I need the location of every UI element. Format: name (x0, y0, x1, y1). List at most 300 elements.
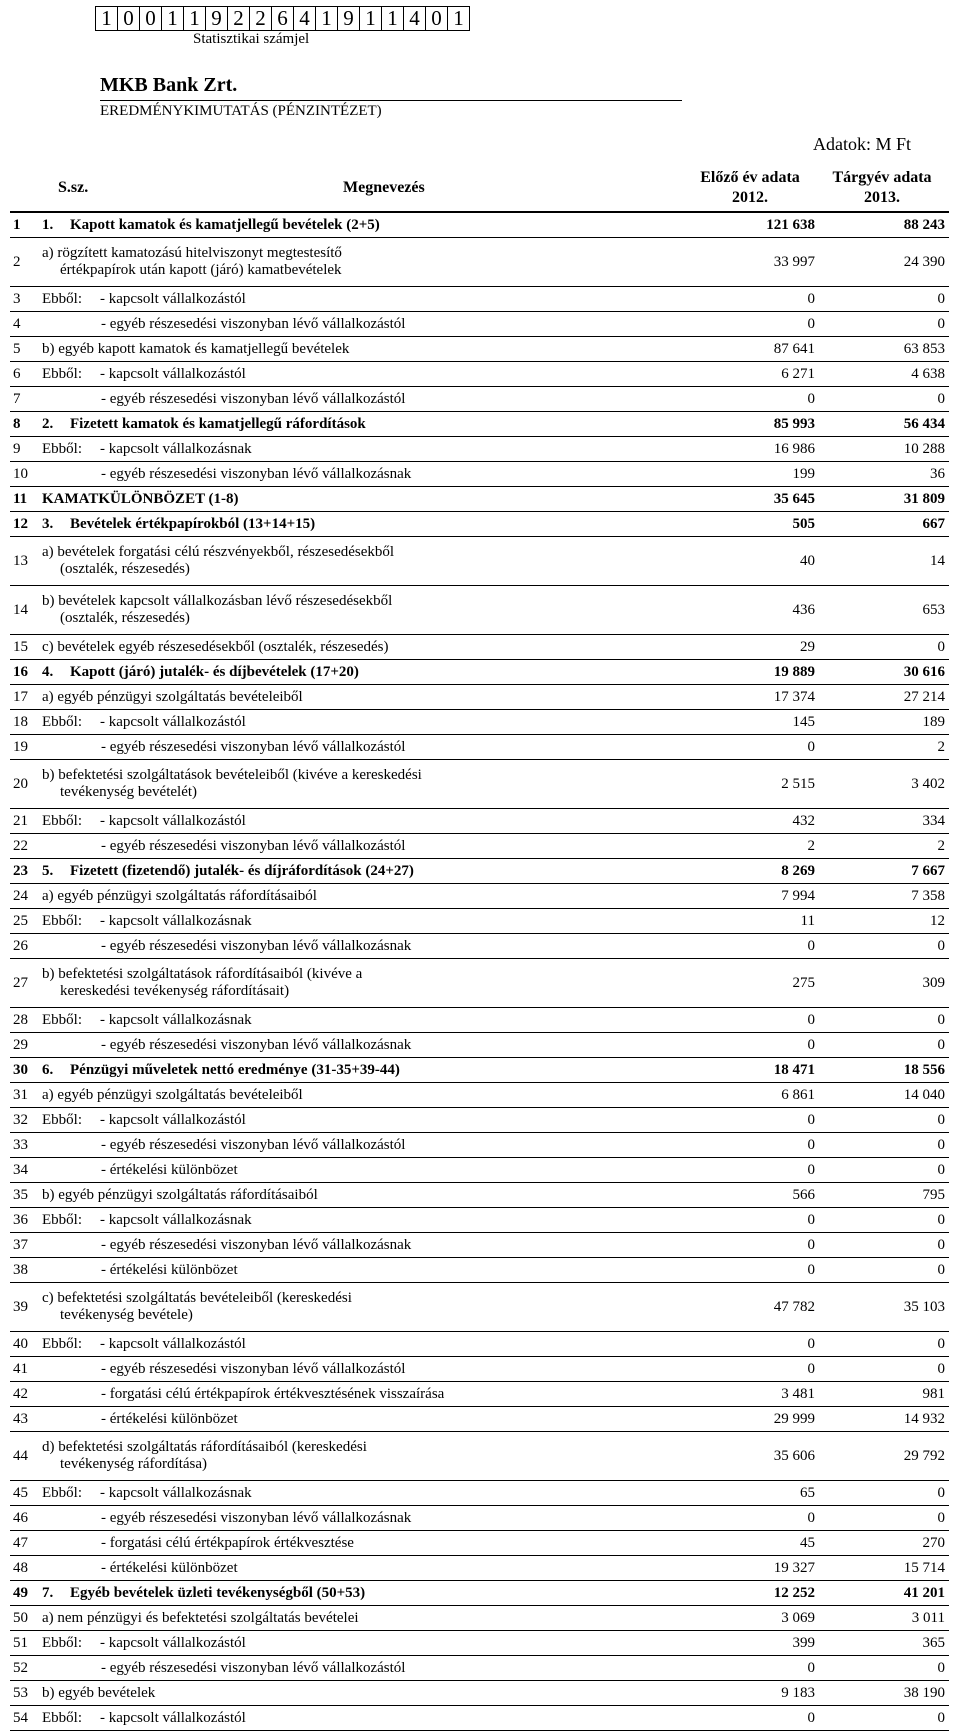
row-number-value: 49 (13, 1584, 28, 1601)
table-row (10, 1158, 949, 1183)
id-digit: 1 (382, 7, 404, 30)
table-row (10, 1008, 949, 1033)
table-row (10, 387, 949, 412)
row-number-value: 26 (13, 937, 28, 954)
row-label-text: - egyéb részesedési viszonyban lévő vállalkozásnak (101, 1509, 412, 1526)
row-label (38, 735, 671, 760)
row-label (38, 1133, 671, 1158)
company-name: MKB Bank Zrt. (100, 74, 238, 96)
row-number (10, 909, 38, 934)
row-number-value: 44 (13, 1447, 28, 1464)
current-year-value: 0 (937, 1111, 945, 1128)
row-number-value: 51 (13, 1634, 28, 1651)
row-label (38, 635, 671, 660)
row-prefix: Ebből: (42, 1335, 82, 1352)
row-label (38, 685, 671, 710)
row-label-text: - egyéb részesedési viszonyban lévő vállalkozástól (101, 1360, 406, 1377)
row-number-value: 33 (13, 1136, 28, 1153)
row-number (10, 859, 38, 884)
row-number (10, 362, 38, 387)
units-label: Adatok: M Ft (813, 134, 912, 154)
row-label-text: c) bevételek egyéb részesedésekből (osztalék, részesedés) (42, 638, 389, 655)
row-label-continuation: kereskedési tevékenység ráfordításait) (60, 983, 290, 999)
row-number-value: 24 (13, 887, 28, 904)
table-row (10, 212, 949, 238)
row-label-text: b) befektetési szolgáltatások bevételeiből (kivéve a kereskedési (42, 767, 422, 783)
table-row (10, 512, 949, 537)
row-label (38, 959, 671, 1008)
id-digit: 4 (294, 7, 316, 30)
table-row (10, 238, 949, 287)
prev-year-value: 0 (807, 1161, 815, 1178)
row-label-text: b) befektetési szolgáltatások ráfordításaiból (kivéve a (42, 966, 363, 982)
row-prefix: Ebből: (42, 812, 82, 829)
row-label (38, 1332, 671, 1357)
row-label-text: Kapott (járó) jutalék- és díjbevételek (17+20) (70, 663, 359, 680)
row-number (10, 1506, 38, 1531)
table-row (10, 487, 949, 512)
current-year-value: 14 (930, 552, 945, 569)
row-number-value: 5 (13, 340, 21, 357)
row-label-text: - egyéb részesedési viszonyban lévő vállalkozásnak (101, 1036, 412, 1053)
row-label-text: - értékelési különbözet (101, 1261, 238, 1278)
prev-year-value: 0 (807, 738, 815, 755)
row-label (38, 1556, 671, 1581)
current-year-value: 18 556 (903, 1061, 945, 1078)
row-label-text: - értékelési különbözet (101, 1410, 238, 1427)
row-number-value: 14 (13, 601, 28, 618)
prev-year-value: 436 (792, 601, 815, 618)
row-label-text: - egyéb részesedési viszonyban lévő vállalkozástól (101, 837, 406, 854)
current-year-value: 981 (922, 1385, 945, 1402)
row-label (38, 1283, 671, 1332)
row-label (38, 834, 671, 859)
row-label (38, 1407, 671, 1432)
current-year-value: 365 (922, 1634, 945, 1651)
row-label-text: - kapcsolt vállalkozástól (100, 1111, 246, 1128)
current-year-value: 12 (930, 912, 945, 929)
row-label (38, 387, 671, 412)
table-row (10, 287, 949, 312)
row-number-value: 42 (13, 1385, 28, 1402)
row-number-value: 41 (13, 1360, 28, 1377)
current-year-value: 41 201 (903, 1584, 945, 1601)
table-row (10, 1656, 949, 1681)
row-number-value: 47 (13, 1534, 28, 1551)
row-number-value: 22 (13, 837, 28, 854)
table-row (10, 1357, 949, 1382)
prev-year-value: 0 (807, 315, 815, 332)
current-year-value: 30 616 (903, 663, 945, 680)
current-year-value: 7 667 (911, 862, 945, 879)
row-label-text: - forgatási célú értékpapírok értékvesztése (101, 1534, 354, 1551)
row-label-text: KAMATKÜLÖNBÖZET (1-8) (42, 490, 239, 507)
prev-year-value: 0 (807, 290, 815, 307)
row-label-continuation: tevékenység bevétele) (60, 1307, 193, 1323)
row-number-value: 18 (13, 713, 28, 730)
form-subtitle: Statisztikai számjel (193, 31, 310, 47)
income-statement-table (10, 211, 949, 1731)
row-label (38, 1108, 671, 1133)
table-row (10, 809, 949, 834)
id-digit: 0 (426, 7, 448, 30)
row-label (38, 809, 671, 834)
current-year-value: 35 103 (903, 1298, 945, 1315)
row-label-text: - értékelési különbözet (101, 1559, 238, 1576)
row-number (10, 1108, 38, 1133)
table-row (10, 337, 949, 362)
row-label (38, 1158, 671, 1183)
prev-year-value: 35 645 (773, 490, 815, 507)
prev-year-value: 0 (807, 1036, 815, 1053)
table-row (10, 1631, 949, 1656)
table-row (10, 537, 949, 586)
table-row (10, 1258, 949, 1283)
prev-year-value: 3 069 (781, 1609, 815, 1626)
row-label (38, 1681, 671, 1706)
table-row (10, 1382, 949, 1407)
id-digit: 1 (360, 7, 382, 30)
current-year-value: 0 (937, 1161, 945, 1178)
row-number (10, 1008, 38, 1033)
row-number (10, 809, 38, 834)
row-prefix: Ebből: (42, 365, 82, 382)
row-label (38, 660, 671, 685)
row-label (38, 1581, 671, 1606)
row-number-value: 27 (13, 974, 28, 991)
row-label-text: Kapott kamatok és kamatjellegű bevételek (2+5) (70, 216, 380, 233)
current-year-value: 7 358 (911, 887, 945, 904)
prev-year-value: 0 (807, 1236, 815, 1253)
current-year-value: 56 434 (903, 415, 945, 432)
table-row (10, 735, 949, 760)
row-label (38, 1606, 671, 1631)
row-label-text: a) egyéb pénzügyi szolgáltatás bevételeiből (42, 688, 303, 705)
row-label (38, 212, 671, 238)
table-row (10, 1208, 949, 1233)
row-label-text: - kapcsolt vállalkozástól (100, 290, 246, 307)
row-number (10, 959, 38, 1008)
row-label (38, 1432, 671, 1481)
row-number-value: 6 (13, 365, 21, 382)
table-row (10, 586, 949, 635)
row-label (38, 1631, 671, 1656)
row-label-text: - kapcsolt vállalkozástól (100, 1634, 246, 1651)
table-row (10, 1233, 949, 1258)
row-label (38, 1656, 671, 1681)
row-prefix: 6. (42, 1061, 54, 1078)
row-number (10, 462, 38, 487)
row-number (10, 1083, 38, 1108)
table-row (10, 437, 949, 462)
id-digit: 9 (338, 7, 360, 30)
row-label-text: a) nem pénzügyi és befektetési szolgáltatás bevételei (42, 1609, 359, 1626)
prev-year-value: 0 (807, 1211, 815, 1228)
row-number (10, 710, 38, 735)
row-label-text: - kapcsolt vállalkozásnak (100, 1011, 252, 1028)
table-row (10, 959, 949, 1008)
current-year-value: 2 (937, 738, 945, 755)
prev-year-value: 29 999 (773, 1410, 815, 1427)
header-prev-year-value: 2012. (732, 189, 768, 206)
row-label-text: - egyéb részesedési viszonyban lévő vállalkozástól (101, 390, 406, 407)
row-number (10, 1432, 38, 1481)
prev-year-value: 275 (792, 974, 815, 991)
row-label-text: Pénzügyi műveletek nettó eredménye (31-35+39-44) (70, 1061, 400, 1078)
id-digit: 0 (118, 7, 140, 30)
row-number (10, 512, 38, 537)
table-row (10, 660, 949, 685)
row-label-text: - kapcsolt vállalkozásnak (100, 1211, 252, 1228)
row-number (10, 1357, 38, 1382)
table-row (10, 710, 949, 735)
row-number-value: 13 (13, 552, 28, 569)
prev-year-value: 65 (800, 1484, 815, 1501)
current-year-value: 3 011 (911, 1609, 945, 1626)
row-label-text: - kapcsolt vállalkozásnak (100, 1484, 252, 1501)
row-label-text: a) egyéb pénzügyi szolgáltatás ráfordításaiból (42, 887, 317, 904)
row-label (38, 1357, 671, 1382)
prev-year-value: 0 (807, 1111, 815, 1128)
prev-year-value: 85 993 (773, 415, 815, 432)
row-label-text: - kapcsolt vállalkozásnak (100, 912, 252, 929)
table-row (10, 462, 949, 487)
row-label-continuation: (osztalék, részesedés) (60, 610, 190, 626)
prev-year-value: 87 641 (773, 340, 815, 357)
row-label (38, 487, 671, 512)
row-prefix: Ebből: (42, 290, 82, 307)
row-label (38, 312, 671, 337)
row-number (10, 437, 38, 462)
table-row (10, 1183, 949, 1208)
table-row (10, 1407, 949, 1432)
row-number (10, 1033, 38, 1058)
row-number (10, 1258, 38, 1283)
row-label (38, 1058, 671, 1083)
row-label (38, 287, 671, 312)
row-number (10, 1656, 38, 1681)
table-row (10, 760, 949, 809)
row-number (10, 1531, 38, 1556)
table-row (10, 1706, 949, 1731)
table-row (10, 859, 949, 884)
row-number-value: 48 (13, 1559, 28, 1576)
header-curr-year-value: 2013. (864, 189, 900, 206)
prev-year-value: 2 (807, 837, 815, 854)
row-label (38, 1531, 671, 1556)
row-number (10, 1133, 38, 1158)
current-year-value: 10 288 (903, 440, 945, 457)
current-year-value: 36 (930, 465, 945, 482)
prev-year-value: 16 986 (773, 440, 815, 457)
row-label (38, 337, 671, 362)
row-number-value: 28 (13, 1011, 28, 1028)
row-number-value: 16 (13, 663, 28, 680)
row-label-text: - egyéb részesedési viszonyban lévő vállalkozásnak (101, 937, 412, 954)
id-digit: 9 (206, 7, 228, 30)
header-curr-label: Tárgyév adata (832, 169, 932, 186)
id-digit: 1 (96, 7, 118, 30)
row-prefix: Ebből: (42, 440, 82, 457)
current-year-value: 29 792 (903, 1447, 945, 1464)
row-label-continuation: tevékenység ráfordítása) (60, 1456, 208, 1472)
row-label-text: a) egyéb pénzügyi szolgáltatás bevételeiből (42, 1086, 303, 1103)
current-year-value: 0 (937, 1709, 945, 1726)
table-row (10, 1531, 949, 1556)
row-number (10, 337, 38, 362)
id-digit: 1 (184, 7, 206, 30)
row-prefix: 1. (42, 216, 54, 233)
row-prefix: 4. (42, 663, 54, 680)
row-number (10, 884, 38, 909)
prev-year-value: 47 782 (773, 1298, 815, 1315)
row-number-value: 8 (13, 415, 21, 432)
table-row (10, 1556, 949, 1581)
row-label-text: - egyéb részesedési viszonyban lévő vállalkozástól (101, 315, 406, 332)
row-label-text: b) egyéb bevételek (42, 1684, 156, 1701)
row-number-value: 39 (13, 1298, 28, 1315)
table-row (10, 1083, 949, 1108)
prev-year-value: 9 183 (781, 1684, 815, 1701)
row-number-value: 15 (13, 638, 28, 655)
row-number (10, 1706, 38, 1731)
table-row (10, 1033, 949, 1058)
row-label (38, 934, 671, 959)
row-label-continuation: értékpapírok után kapott (járó) kamatbevételek (60, 262, 342, 278)
id-digit: 1 (162, 7, 184, 30)
prev-year-value: 17 374 (773, 688, 815, 705)
row-number (10, 1283, 38, 1332)
row-prefix: 7. (42, 1584, 54, 1601)
row-number-value: 9 (13, 440, 21, 457)
prev-year-value: 3 481 (781, 1385, 815, 1402)
row-label-text: b) egyéb pénzügyi szolgáltatás ráfordításaiból (42, 1186, 318, 1203)
row-label (38, 512, 671, 537)
header-curr-year (822, 168, 942, 208)
title-divider (100, 100, 682, 101)
row-number (10, 238, 38, 287)
current-year-value: 0 (937, 1484, 945, 1501)
row-prefix: Ebből: (42, 1634, 82, 1651)
row-label (38, 1706, 671, 1731)
table-row (10, 934, 949, 959)
row-label-text: Fizetett kamatok és kamatjellegű ráfordítások (70, 415, 366, 432)
current-year-value: 14 040 (903, 1086, 945, 1103)
current-year-value: 0 (937, 638, 945, 655)
row-label (38, 1208, 671, 1233)
row-number (10, 934, 38, 959)
row-number-value: 17 (13, 688, 28, 705)
current-year-value: 0 (937, 1261, 945, 1278)
row-label (38, 1008, 671, 1033)
current-year-value: 0 (937, 1360, 945, 1377)
row-number (10, 760, 38, 809)
current-year-value: 0 (937, 937, 945, 954)
row-label-text: - egyéb részesedési viszonyban lévő vállalkozástól (101, 1659, 406, 1676)
row-number-value: 43 (13, 1410, 28, 1427)
prev-year-value: 35 606 (773, 1447, 815, 1464)
prev-year-value: 18 471 (773, 1061, 815, 1078)
prev-year-value: 19 889 (773, 663, 815, 680)
row-label (38, 859, 671, 884)
row-number-value: 40 (13, 1335, 28, 1352)
row-label (38, 1382, 671, 1407)
prev-year-value: 11 (800, 912, 815, 929)
row-prefix: Ebből: (42, 1011, 82, 1028)
table-row (10, 635, 949, 660)
row-label-text: Fizetett (fizetendő) jutalék- és díjráfordítások (24+27) (70, 862, 414, 879)
current-year-value: 4 638 (911, 365, 945, 382)
statistical-id-box (95, 6, 470, 31)
row-number-value: 12 (13, 515, 28, 532)
row-number-value: 50 (13, 1609, 28, 1626)
row-label-text: - egyéb részesedési viszonyban lévő vállalkozásnak (101, 1236, 412, 1253)
id-digit: 6 (272, 7, 294, 30)
row-label-text: - kapcsolt vállalkozástól (100, 365, 246, 382)
row-label (38, 238, 671, 287)
table-row (10, 1058, 949, 1083)
current-year-value: 0 (937, 1659, 945, 1676)
current-year-value: 0 (937, 1335, 945, 1352)
row-prefix: Ebből: (42, 713, 82, 730)
current-year-value: 309 (922, 974, 945, 991)
table-row (10, 362, 949, 387)
row-number (10, 1556, 38, 1581)
table-row (10, 312, 949, 337)
table-row (10, 1332, 949, 1357)
row-label (38, 586, 671, 635)
prev-year-value: 0 (807, 390, 815, 407)
row-prefix: Ebből: (42, 912, 82, 929)
current-year-value: 795 (922, 1186, 945, 1203)
current-year-value: 2 (937, 837, 945, 854)
row-number (10, 212, 38, 238)
header-prev-label: Előző év adata (700, 169, 800, 186)
row-number-value: 54 (13, 1709, 28, 1726)
table-row (10, 1506, 949, 1531)
row-label-text: - kapcsolt vállalkozástól (100, 1709, 246, 1726)
row-prefix: Ebből: (42, 1484, 82, 1501)
row-label-text: - egyéb részesedési viszonyban lévő vállalkozástól (101, 738, 406, 755)
row-number (10, 586, 38, 635)
row-number-value: 34 (13, 1161, 28, 1178)
row-prefix: 3. (42, 515, 54, 532)
prev-year-value: 0 (807, 1136, 815, 1153)
prev-year-value: 2 515 (781, 775, 815, 792)
current-year-value: 0 (937, 390, 945, 407)
row-label (38, 1083, 671, 1108)
row-number-value: 29 (13, 1036, 28, 1053)
current-year-value: 667 (922, 515, 945, 532)
row-label (38, 909, 671, 934)
row-number (10, 1208, 38, 1233)
table-row (10, 1108, 949, 1133)
table-row (10, 685, 949, 710)
row-number-value: 31 (13, 1086, 28, 1103)
row-number (10, 834, 38, 859)
table-row (10, 1283, 949, 1332)
id-digit: 4 (404, 7, 426, 30)
row-number (10, 1233, 38, 1258)
prev-year-value: 7 994 (781, 887, 815, 904)
row-number (10, 1332, 38, 1357)
row-number (10, 487, 38, 512)
row-number (10, 1407, 38, 1432)
header-prev-year (688, 168, 812, 208)
current-year-value: 38 190 (903, 1684, 945, 1701)
current-year-value: 0 (937, 1509, 945, 1526)
prev-year-value: 0 (807, 937, 815, 954)
